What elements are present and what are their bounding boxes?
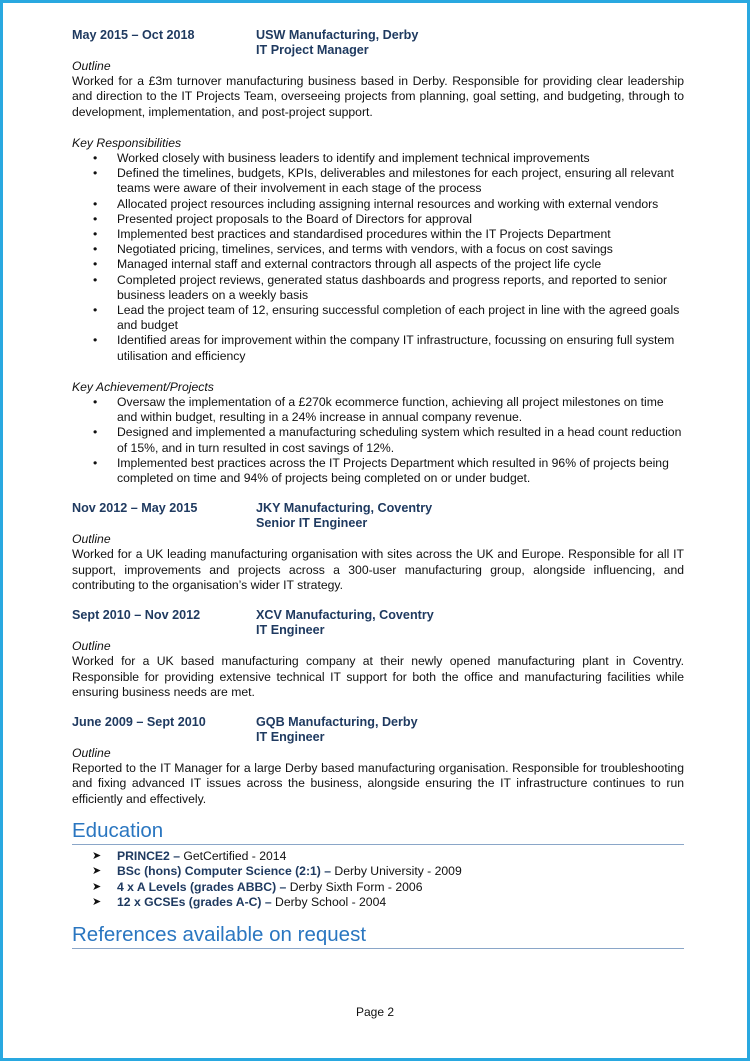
outline-label: Outline <box>72 639 111 654</box>
job-role: IT Engineer <box>256 729 325 744</box>
job-entry <box>72 501 684 593</box>
job-company: GQB Manufacturing, Derby <box>256 714 418 729</box>
education-item <box>72 849 684 865</box>
job-dates: May 2015 – Oct 2018 <box>72 28 195 42</box>
education-item <box>72 895 684 911</box>
responsibilities-label: Key Responsibilities <box>72 135 182 150</box>
job-header <box>72 608 684 638</box>
arrow-right-icon: ➤ <box>92 896 102 909</box>
arrow-right-icon: ➤ <box>92 880 102 893</box>
job-org <box>256 501 684 531</box>
references-heading: References available on request <box>72 923 684 949</box>
job-dates: Nov 2012 – May 2015 <box>72 501 198 516</box>
resume-content <box>72 28 684 949</box>
responsibilities-list <box>72 151 684 364</box>
arrow-right-icon: ➤ <box>92 849 102 862</box>
page-number: Page 2 <box>355 1005 395 1019</box>
job-org <box>256 28 684 58</box>
job-header <box>72 715 684 745</box>
job-role: Senior IT Engineer <box>256 516 368 531</box>
list-item: • Identified areas for improvement within the company IT infrastructure, focussing on ensuring full system utilisation and efficiency <box>72 333 684 363</box>
education-item <box>72 880 684 896</box>
list-item: • Implemented best practices across the IT Projects Department which resulted in 96% of projects being completed on time and 94% of projects being completed on or under budget. <box>72 456 684 486</box>
list-item: • Lead the project team of 12, ensuring successful completion of each project in line with the agreed goals and budget <box>72 303 684 333</box>
job-outline: Worked for a UK leading manufacturing organisation with sites across the UK and Europe. Responsible for all IT support, improvements and projects across a 300-user manufacturing group, alongside influencing, and contributing to the organisation’s wider IT strategy. <box>72 547 684 592</box>
job-dates: Sept 2010 – Nov 2012 <box>72 608 201 623</box>
education-heading: Education <box>72 819 684 845</box>
job-header <box>72 501 684 531</box>
education-detail: Derby School - 2004 <box>271 895 387 910</box>
education-qualification: BSc (hons) Computer Science (2:1) – <box>117 864 332 879</box>
education-item <box>72 864 684 880</box>
list-item: • Negotiated pricing, timelines, services, and terms with vendors, with a focus on cost savings <box>72 242 684 257</box>
list-item: • Oversaw the implementation of a £270k ecommerce function, achieving all project milestones on time and within budget, resulting in a 24% increase in annual company revenue. <box>72 395 684 425</box>
job-entry <box>72 608 684 700</box>
list-item: • Presented project proposals to the Board of Directors for approval <box>72 212 684 227</box>
outline-label: Outline <box>72 532 111 547</box>
education-detail: Derby Sixth Form - 2006 <box>286 879 423 894</box>
list-item: • Worked closely with business leaders to identify and implement technical improvements <box>72 151 684 166</box>
outline-label: Outline <box>72 59 111 73</box>
list-item: • Defined the timelines, budgets, KPIs, deliverables and milestones for each project, ensuring all relevant teams were aware of their involvement in each stage of the process <box>72 166 684 196</box>
list-item: • Managed internal staff and external contractors through all aspects of the project life cycle <box>72 257 684 272</box>
list-item: • Completed project reviews, generated status dashboards and progress reports, and reported to senior business leaders on a weekly basis <box>72 273 684 303</box>
education-detail: GetCertified - 2014 <box>180 848 287 863</box>
job-company: XCV Manufacturing, Coventry <box>256 608 434 623</box>
job-company: JKY Manufacturing, Coventry <box>256 501 433 516</box>
job-role: IT Engineer <box>256 623 325 638</box>
education-qualification: 12 x GCSEs (grades A-C) – <box>117 895 272 910</box>
job-org <box>256 715 684 745</box>
job-outline: Worked for a £3m turnover manufacturing business based in Derby. Responsible for providing clear leadership and direction to the IT Projects Team, overseeing projects from planning, goal setting, and budgeting, through to development, implementation, and post-project support. <box>72 74 684 119</box>
job-role: IT Project Manager <box>256 43 369 57</box>
job-entry <box>72 715 684 807</box>
job-header <box>72 28 684 58</box>
job-org <box>256 608 684 638</box>
education-detail: Derby University - 2009 <box>331 864 462 879</box>
list-item: • Allocated project resources including assigning internal resources and working with external vendors <box>72 197 684 212</box>
job-dates: June 2009 – Sept 2010 <box>72 714 206 729</box>
list-item: • Implemented best practices and standardised procedures within the IT Projects Department <box>72 227 684 242</box>
education-list <box>72 849 684 911</box>
job-entry <box>72 28 684 486</box>
achievements-list <box>72 395 684 486</box>
outline-label: Outline <box>72 745 111 760</box>
achievements-label: Key Achievement/Projects <box>72 379 214 394</box>
list-item: • Designed and implemented a manufacturing scheduling system which resulted in a head count reduction of 15%, and in turn resulted in cost savings of 12%. <box>72 425 684 455</box>
education-qualification: 4 x A Levels (grades ABBC) – <box>117 879 287 894</box>
job-outline: Worked for a UK based manufacturing company at their newly opened manufacturing plant in Coventry. Responsible for providing extensive technical IT support for both the office and manufacturing facilities while ensuring business needs are met. <box>72 654 684 699</box>
education-qualification: PRINCE2 – <box>117 848 180 863</box>
job-company: USW Manufacturing, Derby <box>256 28 419 42</box>
job-outline: Reported to the IT Manager for a large Derby based manufacturing organisation. Responsible for troubleshooting and fixing advanced IT issues across the business, alongside ensuring the IT infrastructure continues to run efficiently and effectively. <box>72 761 684 806</box>
arrow-right-icon: ➤ <box>92 865 102 878</box>
